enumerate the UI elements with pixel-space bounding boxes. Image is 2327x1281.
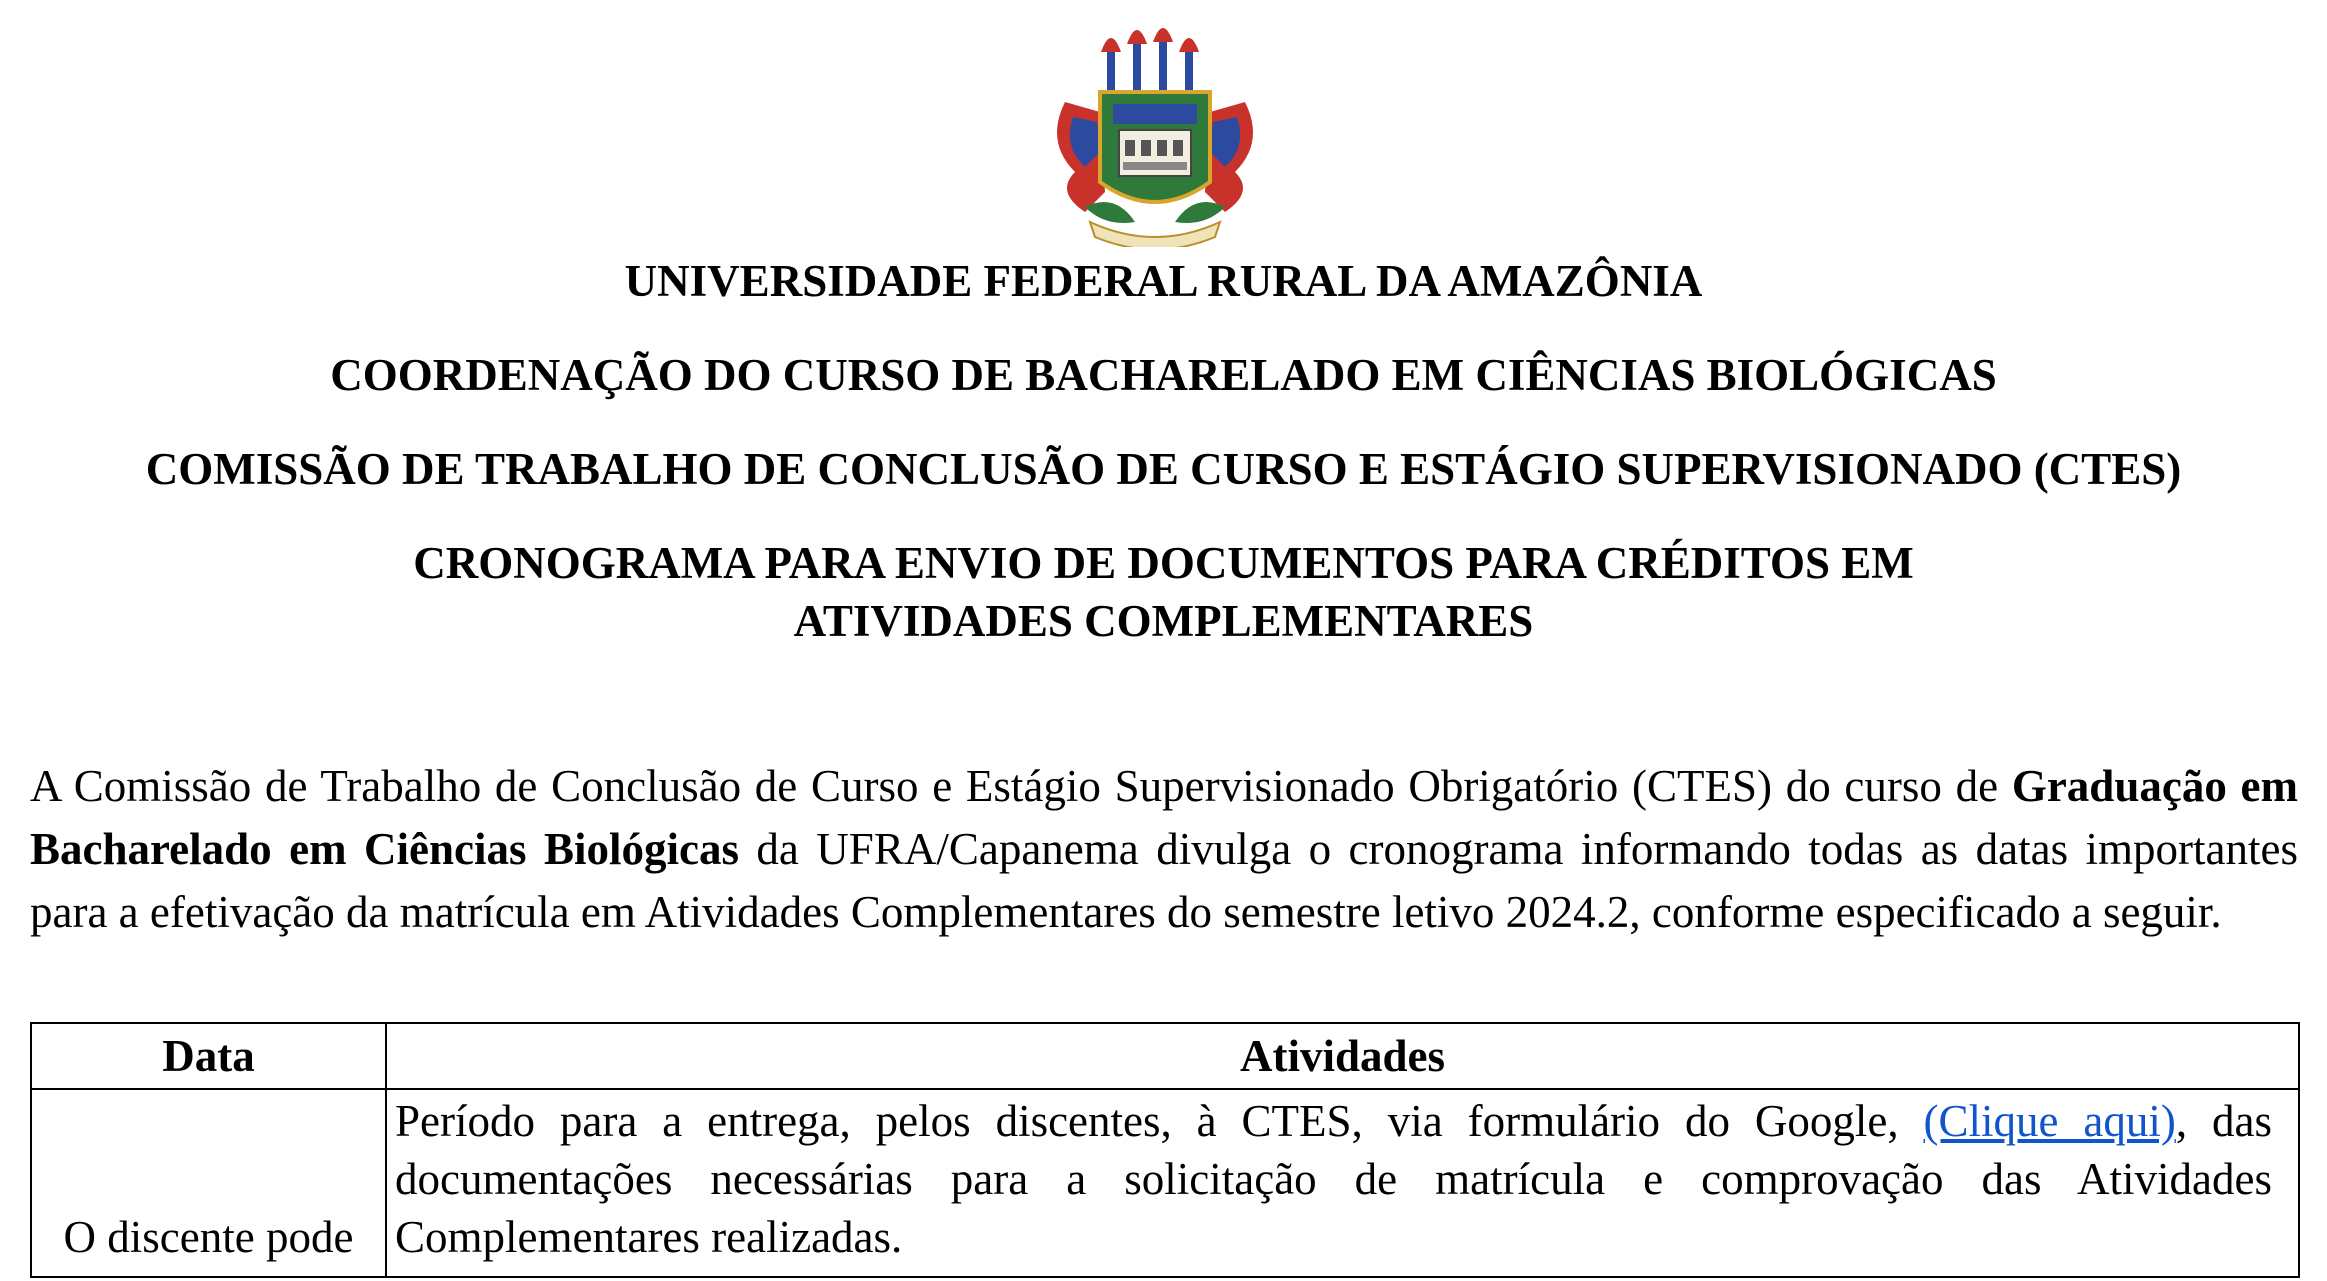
schedule-title-line1: CRONOGRAMA PARA ENVIO DE DOCUMENTOS PARA CRÉDITOS EM xyxy=(413,538,1914,588)
intro-text-end: da UFRA/Capanema divulga o cronograma informando todas as datas importantes para a efetivação da matrícula em Atividades Complementares do semestre letivo 2024.2, conforme especificado a seguir. xyxy=(30,824,2298,937)
commission-heading: COMISSÃO DE TRABALHO DE CONCLUSÃO DE CURSO E ESTÁGIO SUPERVISIONADO (CTES) xyxy=(145,444,2182,494)
column-header-activities: Atividades xyxy=(386,1023,2299,1089)
date-text: O discente pode xyxy=(63,1212,354,1262)
intro-text-start: A Comissão de Trabalho de Conclusão de Curso e Estágio Supervisionado Obrigatório (CTES) do curso de xyxy=(30,761,2012,811)
activity-text-end: , das documentações necessárias para a solicitação de matrícula e comprovação das Atividades Complementares realizadas. xyxy=(395,1096,2272,1262)
intro-course-name: Graduação em Bacharelado em Ciências Biológicas xyxy=(30,761,2298,874)
university-name-heading: UNIVERSIDADE FEDERAL RURAL DA AMAZÔNIA xyxy=(624,256,1703,306)
schedule-title-line2: ATIVIDADES COMPLEMENTARES xyxy=(793,596,1534,646)
form-link[interactable]: (Clique aqui) xyxy=(1923,1096,2176,1146)
intro-paragraph xyxy=(30,755,2298,944)
activity-text-start: Período para a entrega, pelos discentes, à CTES, via formulário do Google, xyxy=(395,1096,1924,1146)
university-crest-icon xyxy=(1045,22,1265,247)
column-header-date: Data xyxy=(31,1023,386,1089)
table-row xyxy=(31,1089,2299,1277)
schedule-table xyxy=(30,1022,2300,1278)
table-header-row xyxy=(31,1023,2299,1089)
course-coordination-heading: COORDENAÇÃO DO CURSO DE BACHARELADO EM CIÊNCIAS BIOLÓGICAS xyxy=(330,350,1997,400)
activity-cell xyxy=(386,1089,2299,1277)
date-cell xyxy=(31,1089,386,1277)
torch-icon xyxy=(1101,28,1199,92)
